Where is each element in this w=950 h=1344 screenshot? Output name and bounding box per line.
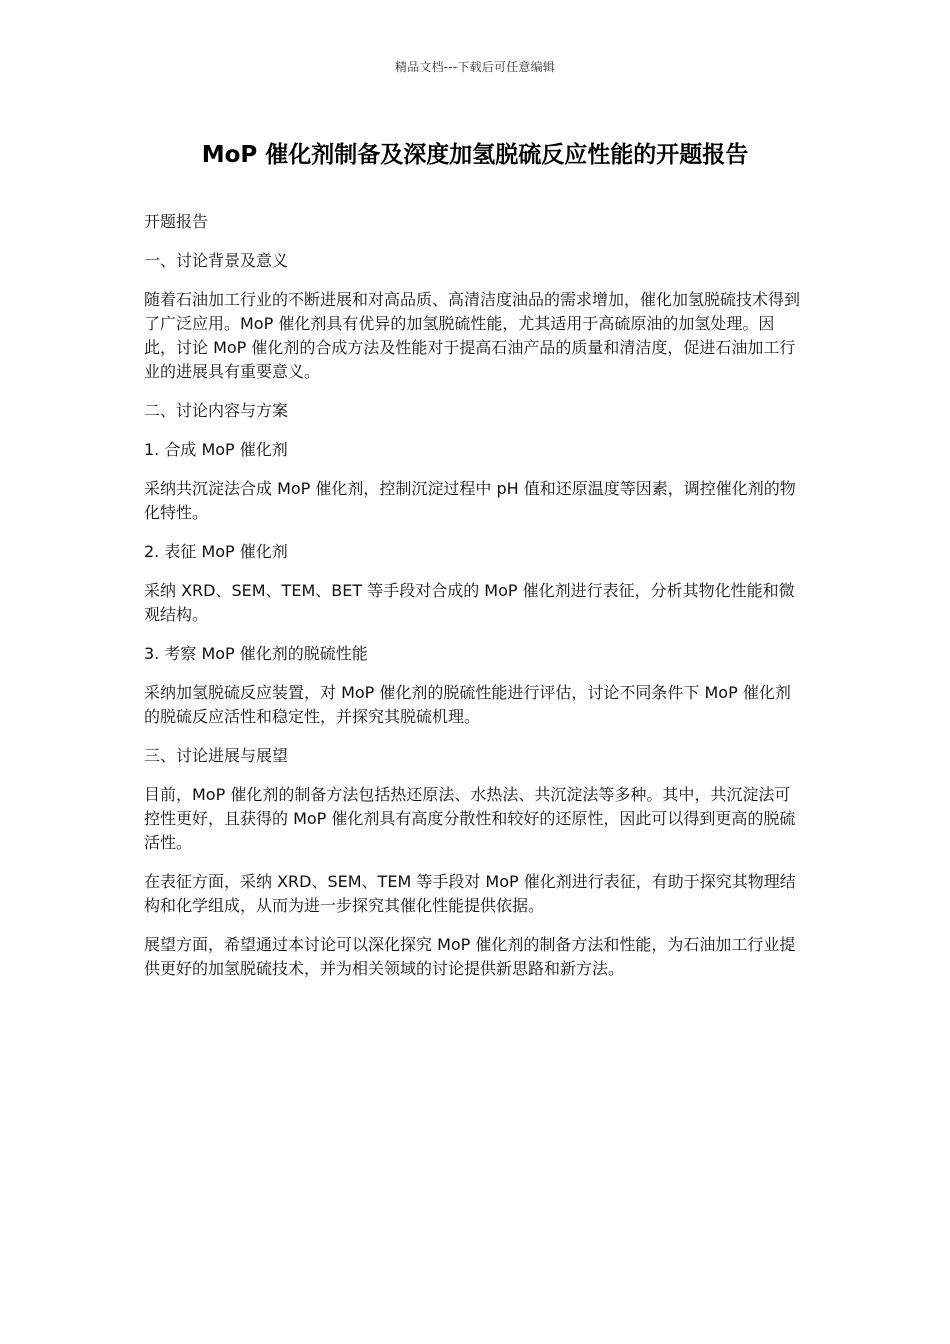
subheading-synthesis: 1. 合成 MoP 催化剂 [144, 440, 288, 459]
heading-progress-outlook: 三、讨论进展与展望 [144, 746, 289, 765]
paragraph-desulfurization: 采纳加氢脱硫反应装置，对 MoP 催化剂的脱硫性能进行评估，讨论不同条件下 MoP 催化剂的脱硫反应活性和稳定性，并探究其脱硫机理。 [144, 683, 791, 726]
subheading-desulfurization: 3. 考察 MoP 催化剂的脱硫性能 [144, 644, 368, 663]
section-label-report: 开题报告 [144, 212, 209, 231]
paragraph-synthesis: 采纳共沉淀法合成 MoP 催化剂，控制沉淀过程中 pH 值和还原温度等因素，调控催化剂的物化特性。 [144, 479, 796, 522]
header-note: 精品文档---下载后可任意编辑 [395, 60, 555, 74]
paragraph-outlook: 展望方面，希望通过本讨论可以深化探究 MoP 催化剂的制备方法和性能，为石油加工行业提供更好的加氢脱硫技术，并为相关领域的讨论提供新思路和新方法。 [144, 935, 796, 978]
document-body [144, 210, 804, 996]
heading-content-plan: 二、讨论内容与方案 [144, 401, 289, 420]
subheading-characterization: 2. 表征 MoP 催化剂 [144, 542, 288, 561]
paragraph-background: 随着石油加工行业的不断进展和对高品质、高清洁度油品的需求增加，催化加氢脱硫技术得到了广泛应用。MoP 催化剂具有优异的加氢脱硫性能，尤其适用于高硫原油的加氢处理。因此，讨论 MoP 催化剂的合成方法及性能对于提高石油产品的质量和清洁度，促进石油加工行业的进展具有重要意义。 [144, 290, 801, 381]
heading-background: 一、讨论背景及意义 [144, 251, 289, 270]
paragraph-progress: 目前，MoP 催化剂的制备方法包括热还原法、水热法、共沉淀法等多种。其中，共沉淀法可控性更好，且获得的 MoP 催化剂具有高度分散性和较好的还原性，因此可以得到更高的脱硫活性。 [144, 785, 796, 852]
document-title: MoP 催化剂制备及深度加氢脱硫反应性能的开题报告 [201, 142, 749, 168]
paragraph-characterization: 采纳 XRD、SEM、TEM、BET 等手段对合成的 MoP 催化剂进行表征，分析其物化性能和微观结构。 [144, 581, 795, 624]
paragraph-characterization-progress: 在表征方面，采纳 XRD、SEM、TEM 等手段对 MoP 催化剂进行表征，有助于探究其物理结构和化学组成，从而为进一步探究其催化性能提供依据。 [144, 872, 796, 915]
